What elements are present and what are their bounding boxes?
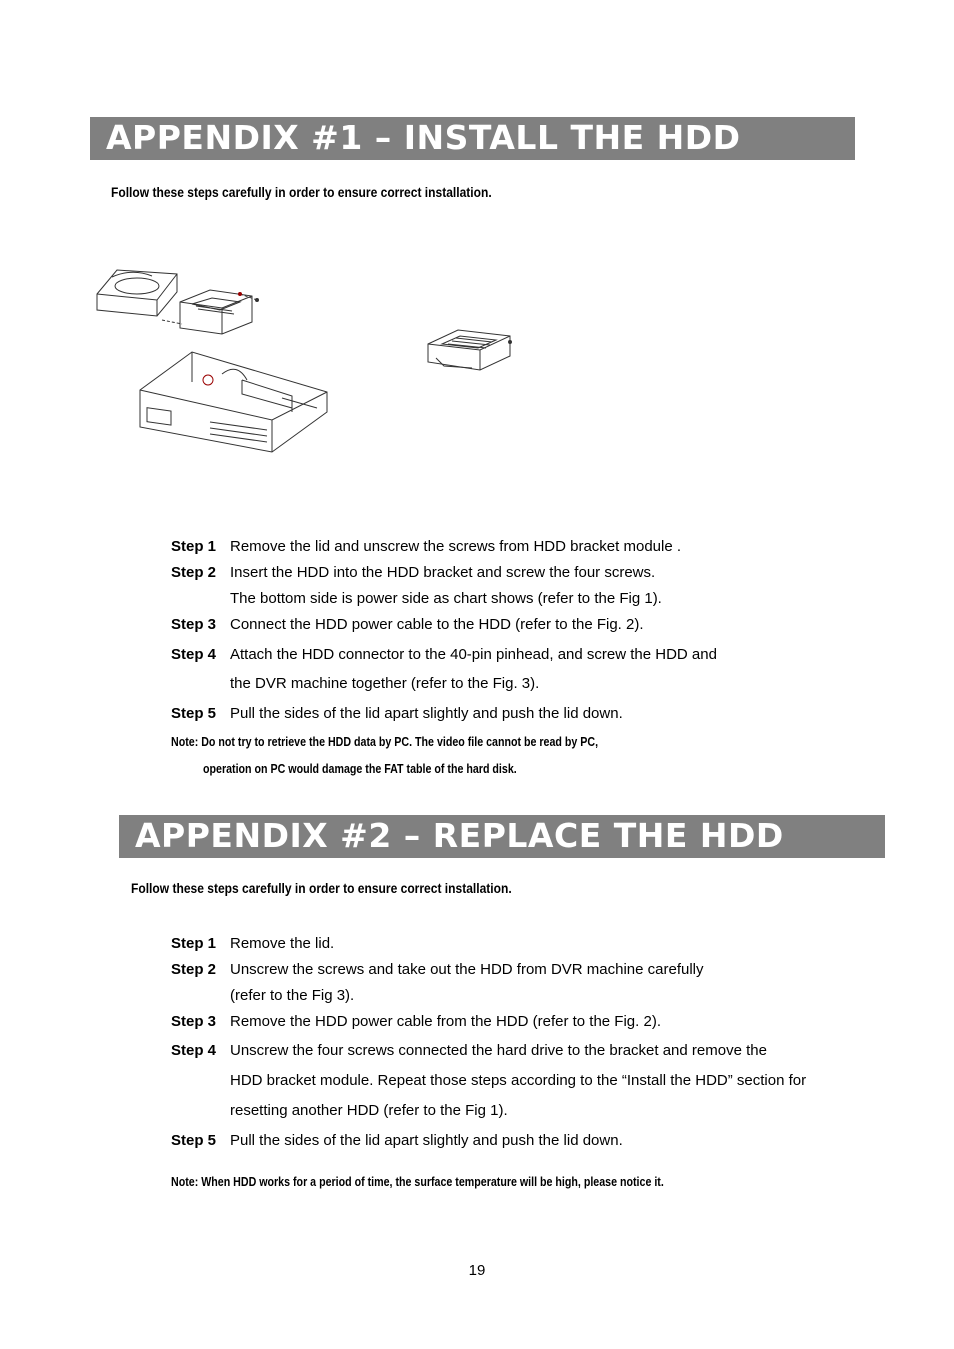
step-label: Step 4 <box>171 646 217 663</box>
step-continuation: the DVR machine together (refer to the Fig. 3). <box>230 675 540 692</box>
step-text: Pull the sides of the lid apart slightly and push the lid down. <box>230 1132 623 1149</box>
step-item <box>171 961 704 978</box>
step-label: Step 3 <box>171 1013 217 1030</box>
step-item <box>171 935 334 952</box>
appendix1-note-line1: Note: Do not try to retrieve the HDD data by PC. The video file cannot be read by PC, <box>171 734 599 749</box>
step-text: Remove the HDD power cable from the HDD (refer to the Fig. 2). <box>230 1013 661 1030</box>
dvr-hdd-install-illustration <box>92 262 342 472</box>
step-item <box>171 705 623 722</box>
appendix2-intro: Follow these steps carefully in order to ensure correct installation. <box>131 880 512 896</box>
hdd-bracket-illustration <box>424 322 516 372</box>
step-text: Attach the HDD connector to the 40-pin pinhead, and screw the HDD and <box>230 646 717 663</box>
step-continuation: The bottom side is power side as chart shows (refer to the Fig 1). <box>230 590 662 607</box>
step-item <box>171 538 681 555</box>
hdd-drawing <box>97 270 177 316</box>
dvr-chassis-drawing <box>140 352 327 452</box>
step-item <box>171 1013 661 1030</box>
step-text: Remove the lid and unscrew the screws from HDD bracket module . <box>230 538 682 555</box>
step-continuation: HDD bracket module. Repeat those steps according to the “Install the HDD” section for <box>230 1072 807 1089</box>
step-text: Pull the sides of the lid apart slightly and push the lid down. <box>230 705 623 722</box>
appendix1-note-line2: operation on PC would damage the FAT table of the hard disk. <box>203 761 517 776</box>
step-text: Unscrew the four screws connected the hard drive to the bracket and remove the <box>230 1042 767 1059</box>
appendix1-intro: Follow these steps carefully in order to ensure correct installation. <box>111 184 492 200</box>
step-label: Step 2 <box>171 564 217 581</box>
step-item <box>171 1132 623 1149</box>
step-item <box>171 1042 767 1059</box>
step-label: Step 1 <box>171 935 217 952</box>
step-item <box>171 646 717 663</box>
step-text: Connect the HDD power cable to the HDD (refer to the Fig. 2). <box>230 616 644 633</box>
appendix2-title: APPENDIX #2 – REPLACE THE HDD <box>119 815 885 858</box>
step-label: Step 5 <box>171 1132 217 1149</box>
step-label: Step 3 <box>171 616 217 633</box>
step-label: Step 2 <box>171 961 217 978</box>
step-label: Step 5 <box>171 705 217 722</box>
step-text: Unscrew the screws and take out the HDD from DVR machine carefully <box>230 961 704 978</box>
step-continuation: resetting another HDD (refer to the Fig 1). <box>230 1102 508 1119</box>
step-text: Insert the HDD into the HDD bracket and screw the four screws. <box>230 564 656 581</box>
appendix1-title: APPENDIX #1 – INSTALL THE HDD <box>90 117 855 160</box>
step-item <box>171 564 655 581</box>
hdd-bracket-drawing <box>162 290 259 334</box>
step-item <box>171 616 644 633</box>
page-number: 19 <box>468 1262 486 1279</box>
step-text: Remove the lid. <box>230 935 335 952</box>
step-label: Step 4 <box>171 1042 217 1059</box>
appendix2-note: Note: When HDD works for a period of time, the surface temperature will be high, please notice it. <box>171 1174 664 1189</box>
step-continuation: (refer to the Fig 3). <box>230 987 355 1004</box>
step-label: Step 1 <box>171 538 217 555</box>
